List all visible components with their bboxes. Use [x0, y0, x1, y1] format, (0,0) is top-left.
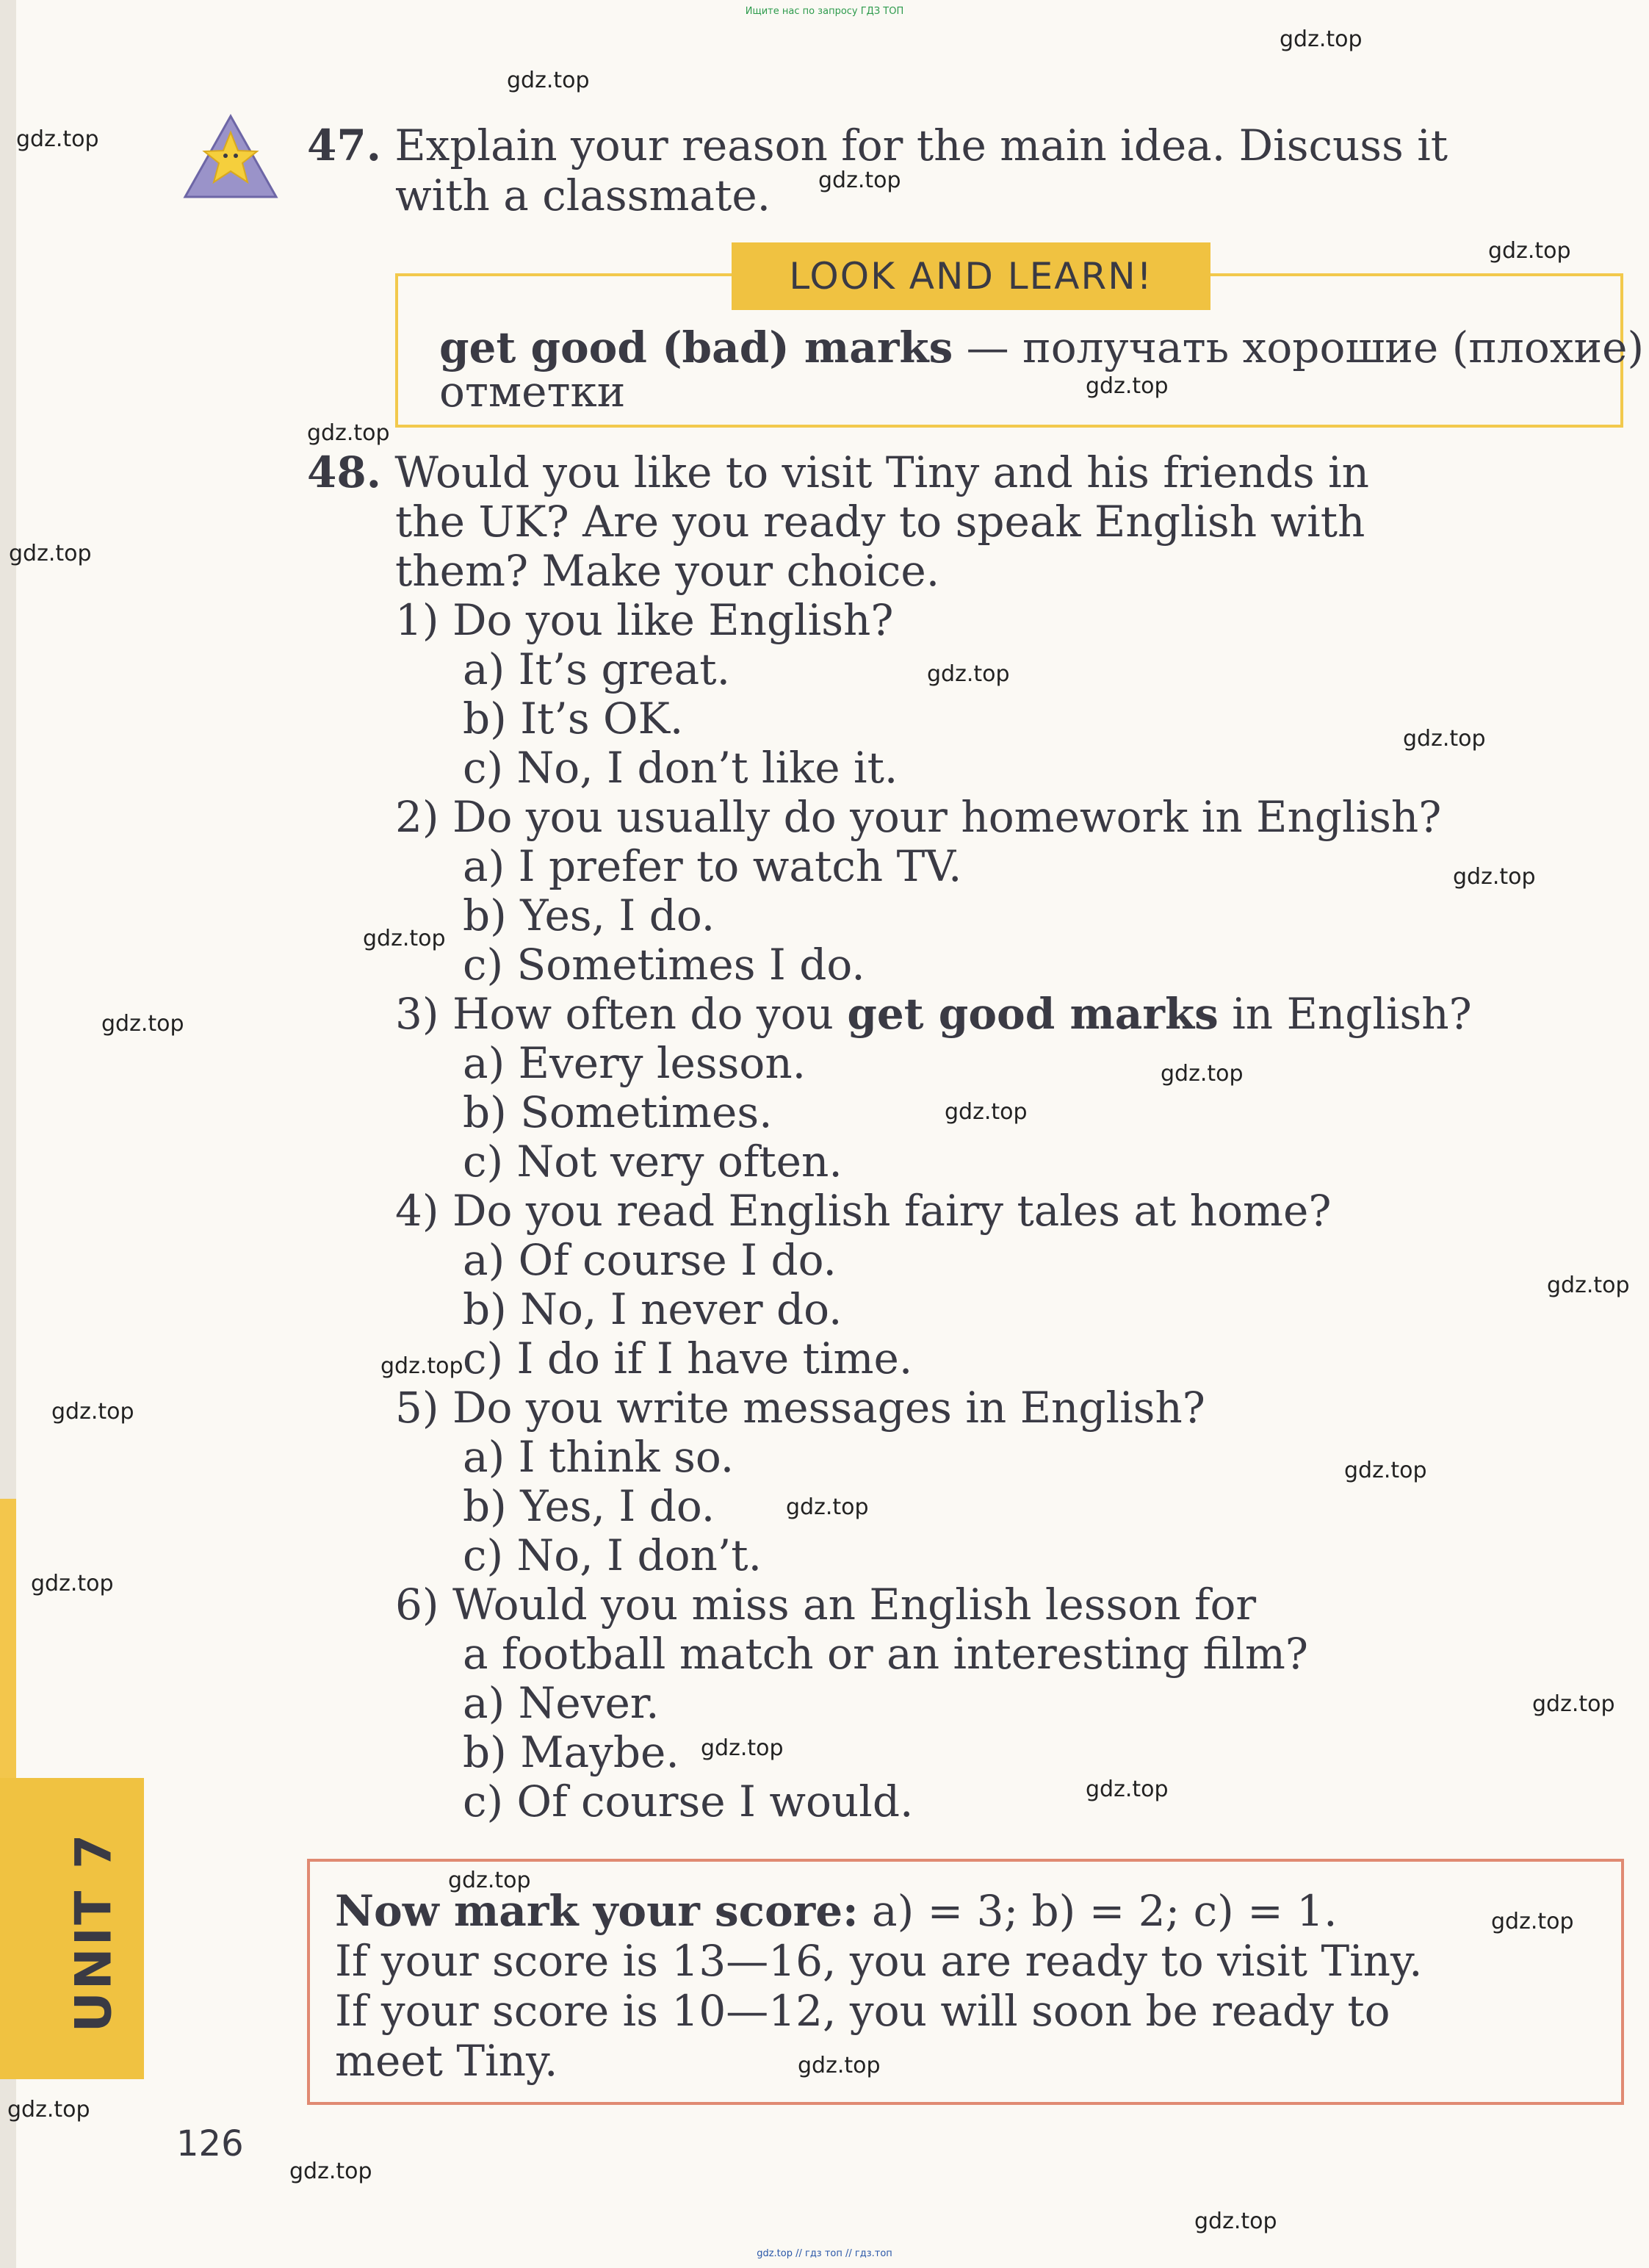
watermark: gdz.top [51, 1399, 134, 1425]
question-6-line2: a football match or an interesting film? [463, 1629, 1308, 1679]
unit-label: UNIT 7 [65, 1832, 123, 2033]
task48-text-line2: the UK? Are you ready to speak English with [395, 497, 1365, 547]
watermark: gdz.top [31, 1571, 114, 1596]
watermark: gdz.top [289, 2159, 372, 2184]
question-3-end: in English? [1218, 989, 1472, 1039]
score-line1 [335, 1887, 1338, 1935]
watermark: gdz.top [786, 1494, 869, 1520]
watermark: gdz.top [1086, 373, 1169, 399]
answer-2a: a) I prefer to watch TV. [463, 841, 962, 891]
task48-text-line3: them? Make your choice. [395, 546, 940, 596]
watermark: gdz.top [1532, 1691, 1615, 1717]
answer-3b: b) Sometimes. [463, 1087, 773, 1137]
answer-1a: a) It’s great. [463, 644, 731, 694]
score-values: a) = 3; b) = 2; c) = 1. [871, 1886, 1338, 1936]
score-line4: meet Tiny. [335, 2036, 558, 2086]
watermark: gdz.top [945, 1099, 1028, 1125]
look-and-learn-title: LOOK AND LEARN! [732, 242, 1210, 310]
look-and-learn-dash: — [966, 323, 1009, 372]
answer-2b: b) Yes, I do. [463, 890, 715, 940]
task47-text-line2: with a classmate. [395, 170, 771, 220]
answer-5a: a) I think so. [463, 1432, 735, 1482]
look-and-learn-line1 [439, 323, 1644, 372]
answer-6c: c) Of course I would. [463, 1776, 914, 1826]
task47-line1 [307, 121, 1448, 170]
score-title: Now mark your score: [335, 1886, 859, 1936]
question-6-line1: 6) Would you miss an English lesson for [395, 1580, 1257, 1630]
score-line3: If your score is 10—12, you will soon be ready to [335, 1986, 1390, 2036]
watermark: gdz.top [701, 1735, 784, 1761]
watermark: gdz.top [363, 926, 446, 951]
answer-4b: b) No, I never do. [463, 1284, 842, 1334]
watermark: gdz.top [307, 420, 390, 446]
answer-6b: b) Maybe. [463, 1727, 679, 1777]
task48-number: 48. [307, 447, 381, 497]
score-line2: If your score is 13—16, you are ready to visit Tiny. [335, 1936, 1423, 1986]
watermark: gdz.top [1344, 1458, 1427, 1483]
task48-line1 [307, 448, 1369, 497]
answer-4c: c) I do if I have time. [463, 1333, 913, 1383]
watermark: gdz.top [16, 126, 99, 152]
question-3-bold: get good marks [847, 989, 1219, 1039]
task47-number: 47. [307, 120, 381, 170]
answer-2c: c) Sometimes I do. [463, 940, 865, 990]
watermark: gdz.top [101, 1011, 184, 1037]
watermark: gdz.top [1161, 1061, 1244, 1087]
question-3 [395, 990, 1472, 1038]
look-and-learn-phrase: get good (bad) marks [439, 323, 953, 372]
watermark: gdz.top [507, 68, 590, 93]
watermark: gdz.top [380, 1353, 463, 1379]
watermark: gdz.top [798, 2053, 881, 2078]
answer-1c: c) No, I don’t like it. [463, 743, 898, 793]
question-5: 5) Do you write messages in English? [395, 1383, 1205, 1433]
question-4: 4) Do you read English fairy tales at home? [395, 1186, 1332, 1236]
look-and-learn-translation: получать хорошие (плохие) [1022, 323, 1645, 372]
star-triangle-icon [179, 110, 282, 202]
answer-6a: a) Never. [463, 1678, 660, 1728]
header-note: Ищите нас по запросу ГДЗ ТОП [745, 6, 904, 17]
answer-4a: a) Of course I do. [463, 1235, 837, 1285]
watermark: gdz.top [927, 661, 1010, 687]
watermark: gdz.top [1453, 864, 1536, 890]
task47-text-line1: Explain your reason for the main idea. Discuss it [394, 120, 1448, 170]
watermark: gdz.top [1086, 1776, 1169, 1802]
question-1: 1) Do you like English? [395, 595, 894, 645]
answer-5b: b) Yes, I do. [463, 1481, 715, 1531]
look-and-learn-line2: отметки [439, 367, 626, 417]
watermark: gdz.top [448, 1868, 531, 1893]
watermark: gdz.top [1194, 2208, 1277, 2234]
answer-3c: c) Not very often. [463, 1137, 842, 1187]
watermark: gdz.top [1488, 238, 1571, 264]
question-3-start: 3) How often do you [395, 989, 848, 1039]
task48-text-line1: Would you like to visit Tiny and his friends in [394, 447, 1369, 497]
watermark: gdz.top [1491, 1909, 1574, 1934]
question-2: 2) Do you usually do your homework in English? [395, 792, 1442, 842]
unit-edge-strip [0, 1499, 16, 1822]
watermark: gdz.top [9, 541, 92, 566]
answer-5c: c) No, I don’t. [463, 1530, 762, 1580]
page-number: 126 [176, 2123, 244, 2164]
watermark: gdz.top [7, 2097, 90, 2123]
footer-note: gdz.top // гдз топ // гдз.топ [757, 2248, 892, 2259]
answer-1b: b) It’s OK. [463, 694, 684, 744]
watermark: gdz.top [1403, 726, 1486, 752]
answer-3a: a) Every lesson. [463, 1038, 807, 1088]
watermark: gdz.top [1280, 26, 1363, 52]
watermark: gdz.top [1547, 1272, 1630, 1298]
watermark: gdz.top [818, 168, 901, 193]
